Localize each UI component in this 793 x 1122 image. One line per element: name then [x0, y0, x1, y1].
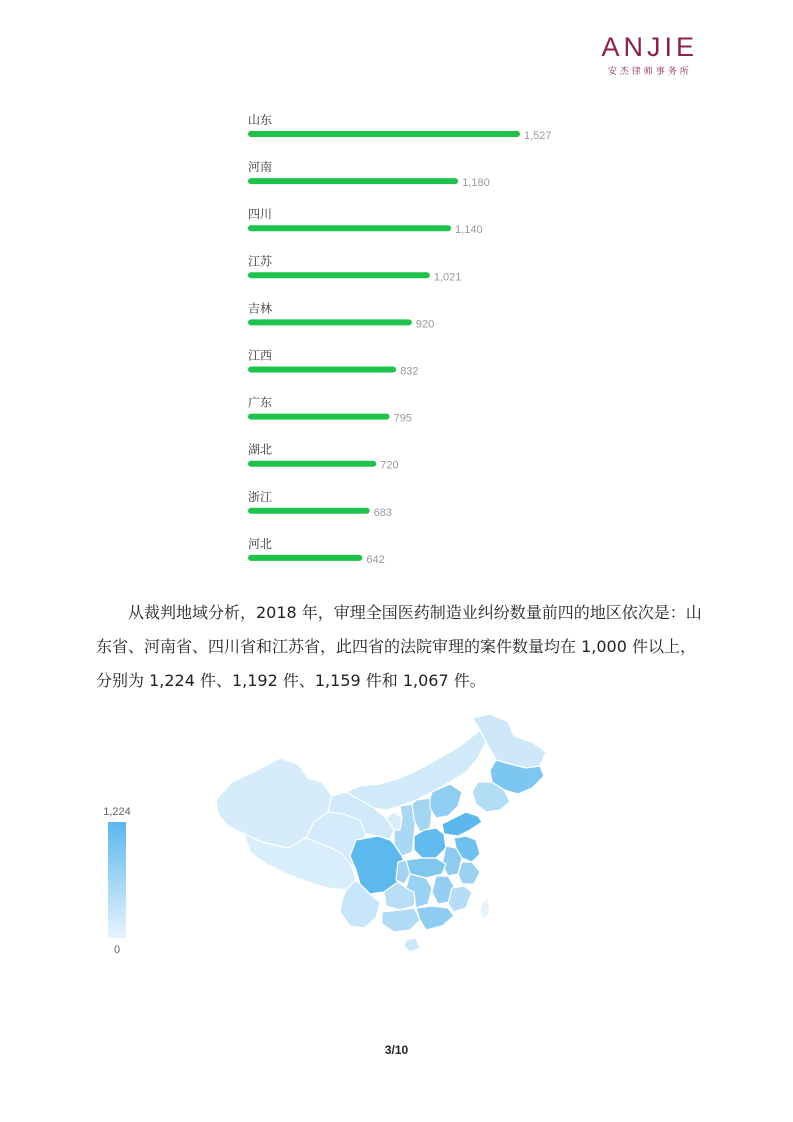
bar-category-label: 河南	[248, 160, 273, 175]
map-region-guangxi	[382, 908, 420, 932]
bar-value-label: 642	[366, 553, 385, 566]
bar-value-label: 795	[393, 412, 412, 425]
bar	[248, 272, 430, 278]
paragraph-line-2: 东省、河南省、四川省和江苏省，此四省的法院审理的案件数量均在 1,000 件以上，	[96, 637, 696, 656]
paragraph-line-1: 从裁判地域分析，2018 年，审理全国医药制造业纠纷数量前四的地区依次是：山	[128, 603, 702, 622]
bar-category-label: 吉林	[248, 301, 273, 316]
bar	[248, 555, 362, 561]
china-province-map	[210, 712, 580, 972]
map-region-inner-mongolia	[346, 730, 486, 810]
page-number: 3/10	[384, 1043, 409, 1057]
logo-subtext: 安杰律师事务所	[607, 67, 692, 77]
bar-category-label: 四川	[248, 207, 273, 222]
map-region-hainan	[404, 938, 420, 952]
legend-gradient-bar	[108, 822, 126, 938]
map-region-taiwan	[480, 898, 490, 920]
bar	[248, 319, 412, 325]
map-legend	[95, 806, 139, 956]
bar	[248, 367, 396, 373]
bar	[248, 508, 370, 514]
bar-value-label: 832	[400, 365, 419, 378]
bar-value-label: 920	[415, 318, 435, 331]
bar	[248, 131, 520, 137]
bar	[248, 461, 376, 467]
map-region-guangdong	[416, 906, 454, 930]
bar	[248, 178, 458, 184]
bar-value-label: 683	[373, 506, 393, 519]
bar-value-label: 1,527	[524, 130, 552, 142]
legend-max-label: 1,224	[103, 806, 131, 818]
legend-min-label: 0	[113, 944, 121, 956]
bar-value-label: 1,140	[455, 224, 483, 237]
map-region-zhejiang	[458, 862, 480, 884]
logo-text: ANJIE	[601, 32, 698, 62]
map-region-henan	[414, 828, 446, 858]
bar-value-label: 720	[380, 459, 399, 472]
bar	[248, 225, 451, 231]
paragraph-line-3: 分别为 1,224 件、1,192 件、1,159 件和 1,067 件。	[96, 671, 486, 690]
bar-category-label: 江西	[248, 348, 273, 363]
bar-category-label: 浙江	[248, 489, 273, 504]
bar-value-label: 1,021	[433, 271, 462, 284]
analysis-paragraph	[96, 596, 702, 698]
bar-value-label: 1,180	[462, 177, 490, 190]
bar	[248, 414, 390, 420]
bar-category-label: 江苏	[248, 254, 273, 269]
bar-category-label: 广东	[248, 395, 273, 410]
bar-category-label: 河北	[248, 536, 273, 551]
bar-category-label: 山东	[248, 113, 273, 127]
map-region-fujian	[448, 886, 472, 912]
bar-category-label: 湖北	[248, 442, 273, 457]
